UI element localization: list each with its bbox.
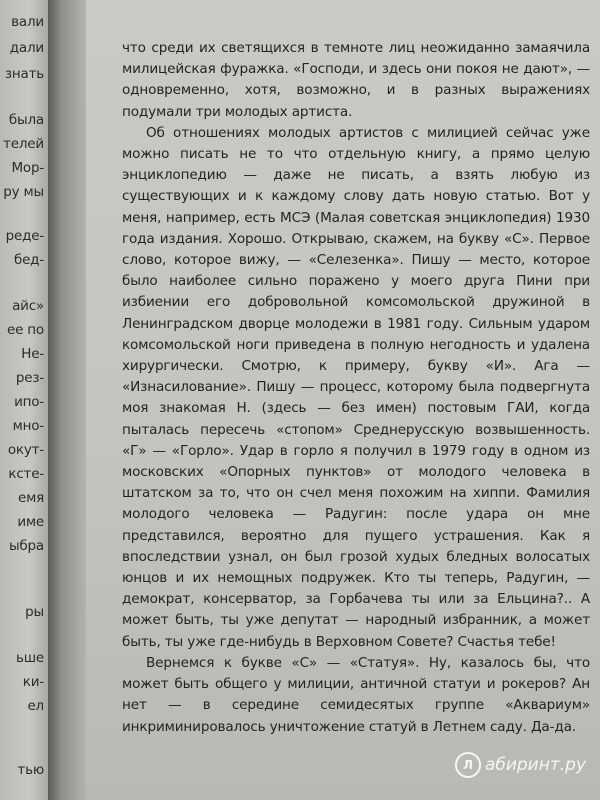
left-page-fragment: бед- [13,252,44,268]
watermark-text: абиринт.ру [484,755,586,775]
left-page-fragment: ксте- [8,466,44,482]
paragraph-1: что среди их светящихся в темноте лиц неожиданно замаячила милицейская фуражка. «Господи, и здесь они покоя не дают», — одновременно, хотя, возможно, и в разных выражениях подумали три молодых артиста. [122,40,590,120]
left-page-fragment: име [17,514,44,530]
left-page-fragment: вали [11,14,44,30]
left-page-fragment: ры [25,604,44,620]
left-page-fragment: Не- [21,346,44,362]
labirint-logo-icon: Л [455,752,481,778]
left-page-fragment: ки- [22,674,44,690]
left-page-fragment: реде- [5,228,44,244]
left-page-fragment: айс» [12,298,44,314]
right-page [86,0,600,800]
book-gutter [48,0,86,800]
left-page-fragment: ипо- [14,394,44,410]
left-page-fragment: тью [17,762,44,778]
left-page-fragment: ыбра [8,538,44,554]
labirint-watermark [455,752,586,778]
left-page-fragment: ее по [7,322,44,338]
paragraph-3: Вернемся к букве «С» — «Статуя». Ну, казалось бы, что может быть общего у милиции, античной статуи и рокеров? Ан нет — в середине семидесятых группе «Аквариум» инкриминировалось уничтожение статуй в Летнем саду. Да-да. [122,654,590,735]
left-page-fragment: дали [9,40,44,56]
left-page-fragment: мно- [12,418,44,434]
left-page-edge [0,0,48,800]
left-page-fragment: ел [27,698,44,714]
left-page-fragment: ру мы [3,184,44,200]
left-page-fragment: рез- [15,370,44,386]
left-page-fragment: знать [4,66,44,82]
left-page-fragment: ьше [15,650,44,666]
left-page-fragment: была [8,112,44,128]
left-page-fragment: емя [17,490,44,506]
left-page-fragment: телей [3,136,44,152]
left-page-fragment: Мор- [11,160,44,176]
paragraph-2: Об отношениях молодых артистов с милицией сейчас уже можно писать не то что отдельную книгу, а прямо целую энциклопедию — даже не писать, а взять любую из существующих и к каждому слову дать новую статью. Вот у меня, например, есть МСЭ (Малая советская энциклопедия) 1930 года издания. Хорошо. Открываю, скажем, на букву «С». Первое слово, которое вижу, — «Селезенка». Пишу — место, которое было наиболее сильно поражено у моего друга Пини при избиении его добровольной комсомольской дружиной в Ленинградском дворце молодежи в 1981 году. Сильным ударом комсомольской ноги приведена в полную негодность и удалена хирургически. Смотрю, к примеру, букву «И». Ага — «Изнасилование». Пишу — процесс, которому была подвергнута моя знакомая Н. (здесь — без имен) постовым ГАИ, когда пыталась пересечь «стопом» Среднерусскую возвышенность. «Г» — «Горло». Удар в горло я получил в 1979 году в одном из московских «Опорных пунктов» от молодого человека в штатском за то, что он счел меня похожим на хиппи. Фамилия молодого человека — Радугин: после удара он мне представился, вероятно для пущего устрашения. Как я впоследствии узнал, он был грозой худых бледных волосатых юнцов и их немощных подружек. Кто ты теперь, Радугин, — демократ, консерватор, за Горбачева ты или за Ельцина?.. А может быть, ты уже депутат — народный избранник, а может быть, ты уже где-нибудь в Верховном Совете? Счастья тебе! [122,124,590,650]
page-text [122,38,590,738]
left-page-fragment: окут- [7,442,44,458]
